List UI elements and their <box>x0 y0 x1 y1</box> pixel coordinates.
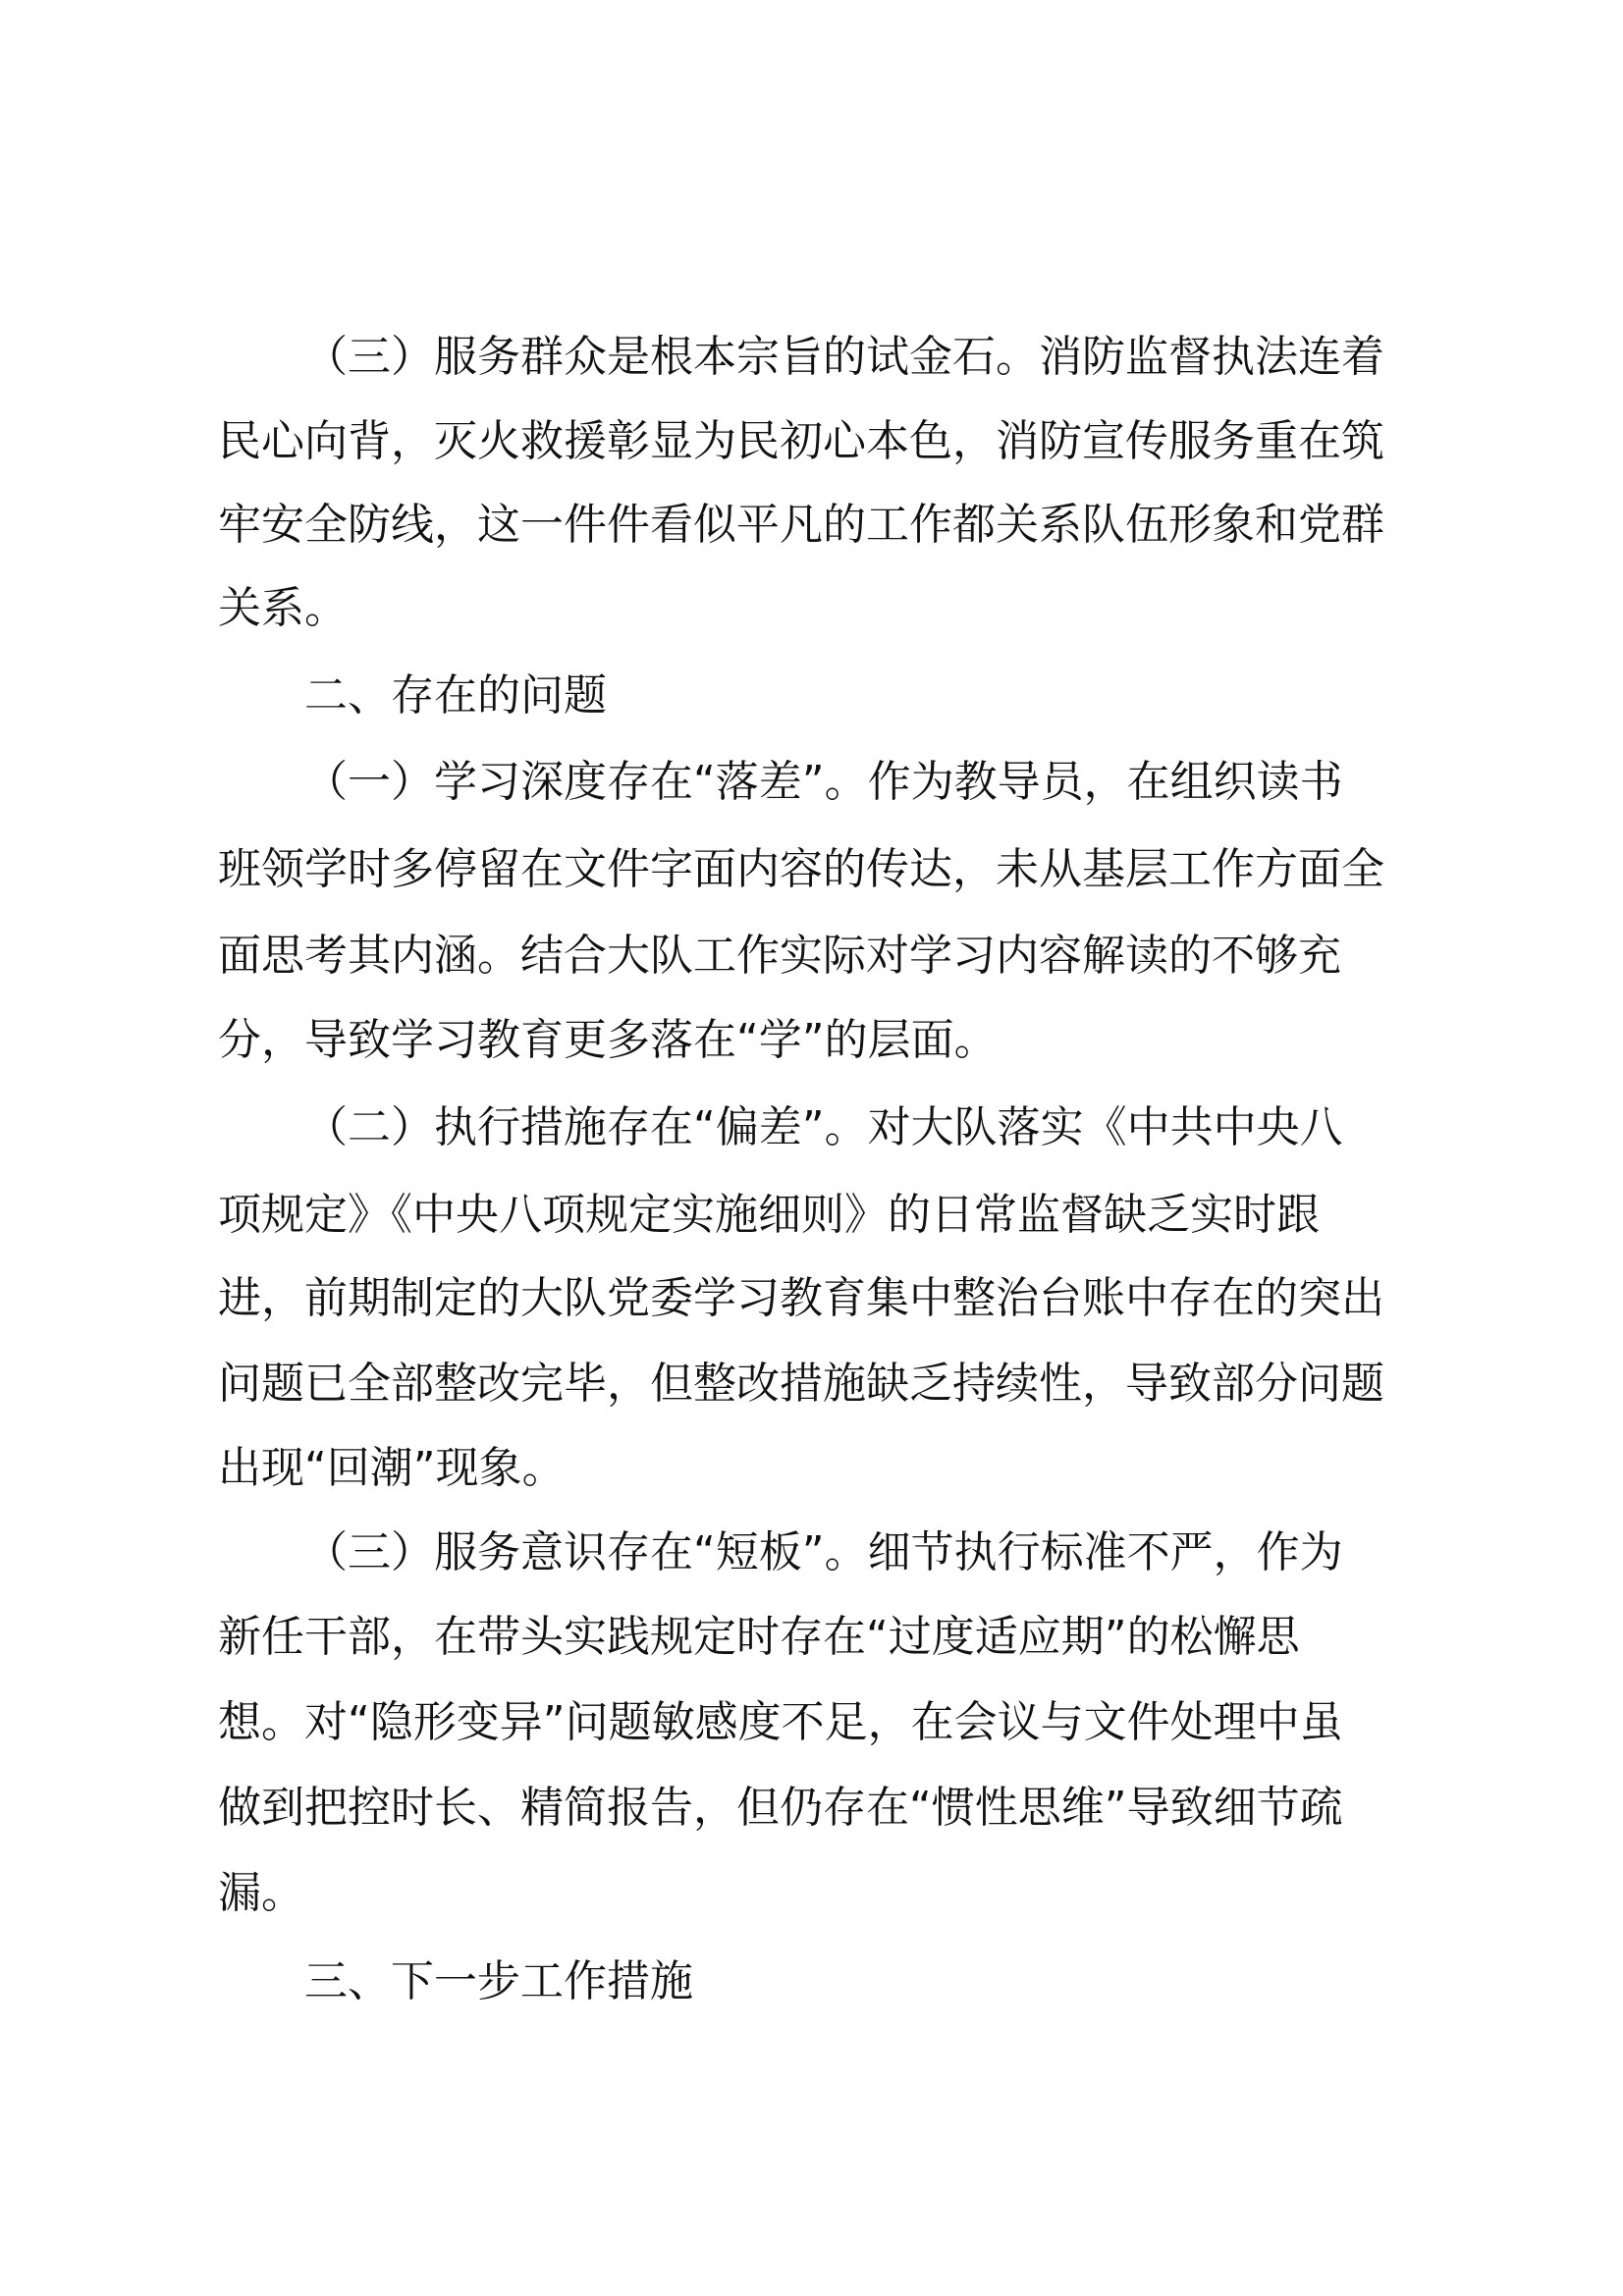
paragraph-line: 牢安全防线，这一件件看似平凡的工作都关系队伍形象和党群 <box>218 500 1384 550</box>
paragraph-line: （三）服务意识存在“短板”。细节执行标准不严，作为 <box>304 1527 1343 1577</box>
paragraph-line: （三）服务群众是根本宗旨的试金石。消防监督执法连着 <box>304 332 1384 382</box>
paragraph-line: 进，前期制定的大队党委学习教育集中整治台账中存在的突出 <box>218 1273 1384 1323</box>
paragraph-line: 关系。 <box>218 583 348 633</box>
paragraph-line: 问题已全部整改完毕，但整改措施缺乏持续性，导致部分问题 <box>218 1359 1384 1409</box>
paragraph-line: 漏。 <box>218 1868 304 1918</box>
section-heading: 二、存在的问题 <box>304 670 607 721</box>
paragraph-line: 面思考其内涵。结合大队工作实际对学习内容解读的不够充 <box>218 931 1341 981</box>
section-heading: 三、下一步工作措施 <box>304 1956 693 2006</box>
paragraph-line: 民心向背，灭火救援彰显为民初心本色，消防宣传服务重在筑 <box>218 416 1384 466</box>
paragraph-line: （二）执行措施存在“偏差”。对大队落实《中共中央八 <box>304 1102 1343 1152</box>
paragraph-line: 出现“回潮”现象。 <box>218 1443 566 1493</box>
paragraph-line: 想。对“隐形变异”问题敏感度不足，在会议与文件处理中虽 <box>218 1697 1343 1747</box>
paragraph-line: 分，导致学习教育更多落在“学”的层面。 <box>218 1015 998 1065</box>
paragraph-line: 做到把控时长、精简报告，但仍存在“惯性思维”导致细节疏 <box>218 1783 1343 1833</box>
paragraph-line: 新任干部，在带头实践规定时存在“过度适应期”的松懈思 <box>218 1612 1300 1662</box>
paragraph-line: 项规定》《中央八项规定实施细则》的日常监督缺乏实时跟 <box>218 1190 1320 1240</box>
paragraph-line: （一）学习深度存在“落差”。作为教导员，在组织读书 <box>304 757 1343 807</box>
paragraph-line: 班领学时多停留在文件字面内容的传达，未从基层工作方面全 <box>218 844 1384 894</box>
